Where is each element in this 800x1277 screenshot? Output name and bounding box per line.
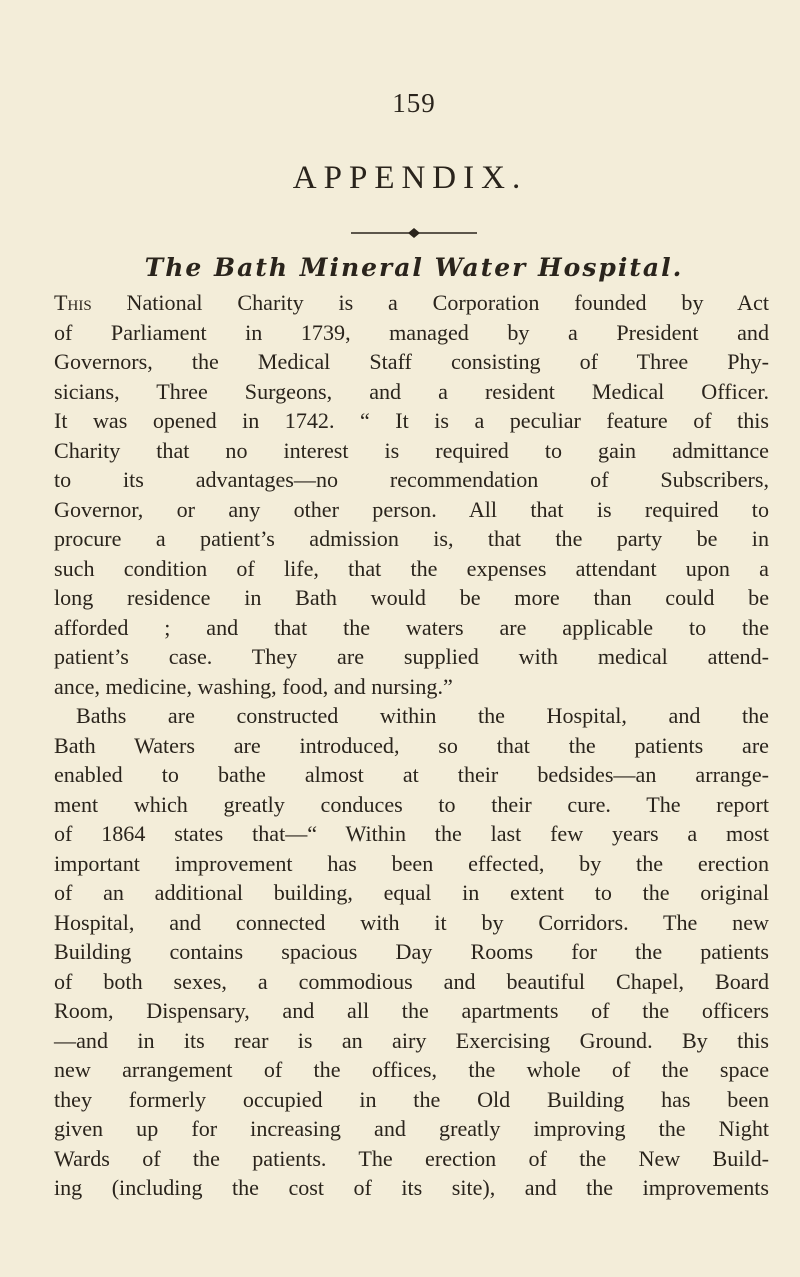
text-line: sicians, Three Surgeons, and a resident Medical Officer.: [54, 378, 769, 404]
text-line: Governors, the Medical Staff consisting of Three Phy-: [54, 349, 769, 374]
text-line: —and in its rear is an airy Exercising Ground. By this: [54, 1027, 769, 1053]
text-line: of Parliament in 1739, managed by a President and: [54, 319, 769, 345]
text-line: ance, medicine, washing, food, and nursing.”: [54, 673, 453, 699]
text-line: Baths are constructed within the Hospital, and the: [76, 703, 769, 728]
text-line: Wards of the patients. The erection of the New Build-: [54, 1145, 769, 1171]
text-line: they formerly occupied in the Old Building has been: [54, 1086, 769, 1112]
text-line: ment which greatly conduces to their cure. The report: [54, 791, 769, 817]
text-line: Charity that no interest is required to gain admittance: [54, 437, 769, 463]
text-line: procure a patient’s admission is, that the party be in: [54, 526, 769, 551]
lead-word: This: [54, 290, 92, 315]
text-line: Building contains spacious Day Rooms for the patients: [54, 939, 769, 964]
text-line: ing (including the cost of its site), and the improvements: [54, 1175, 769, 1200]
section-subtitle: The Bath Mineral Water Hospital.: [144, 253, 684, 282]
body-paragraph: [54, 288, 769, 1203]
text-line-1: [54, 288, 769, 318]
text-line: Governor, or any other person. All that is required to: [54, 496, 769, 522]
text-line: of 1864 states that—“ Within the last few years a most: [54, 821, 769, 846]
text-line: to its advantages—no recommendation of Subscribers,: [54, 467, 769, 492]
page-title: APPENDIX.: [292, 160, 528, 196]
ornament-rule-icon: [351, 227, 477, 239]
text-line: enabled to bathe almost at their bedsides—an arrange-: [54, 762, 769, 787]
text-line: patient’s case. They are supplied with medical attend-: [54, 644, 769, 669]
text-line: new arrangement of the offices, the whole of the space: [54, 1057, 769, 1082]
text-line: important improvement has been effected, by the erection: [54, 850, 769, 876]
text-line: given up for increasing and greatly improving the Night: [54, 1116, 769, 1141]
text-line: Hospital, and connected with it by Corridors. The new: [54, 909, 769, 935]
line-text: National Charity is a Corporation founded by Act: [91, 290, 769, 315]
text-line: It was opened in 1742. “ It is a peculiar feature of this: [54, 408, 769, 433]
text-line: Bath Waters are introduced, so that the patients are: [54, 732, 769, 758]
text-line: of both sexes, a commodious and beautiful Chapel, Board: [54, 968, 769, 994]
text-line: of an additional building, equal in extent to the original: [54, 880, 769, 905]
text-line: long residence in Bath would be more than could be: [54, 585, 769, 610]
text-line: afforded ; and that the waters are applicable to the: [54, 614, 769, 640]
page-number: 159: [392, 88, 436, 118]
text-line: such condition of life, that the expenses attendant upon a: [54, 555, 769, 581]
text-line: Room, Dispensary, and all the apartments of the officers: [54, 998, 769, 1023]
